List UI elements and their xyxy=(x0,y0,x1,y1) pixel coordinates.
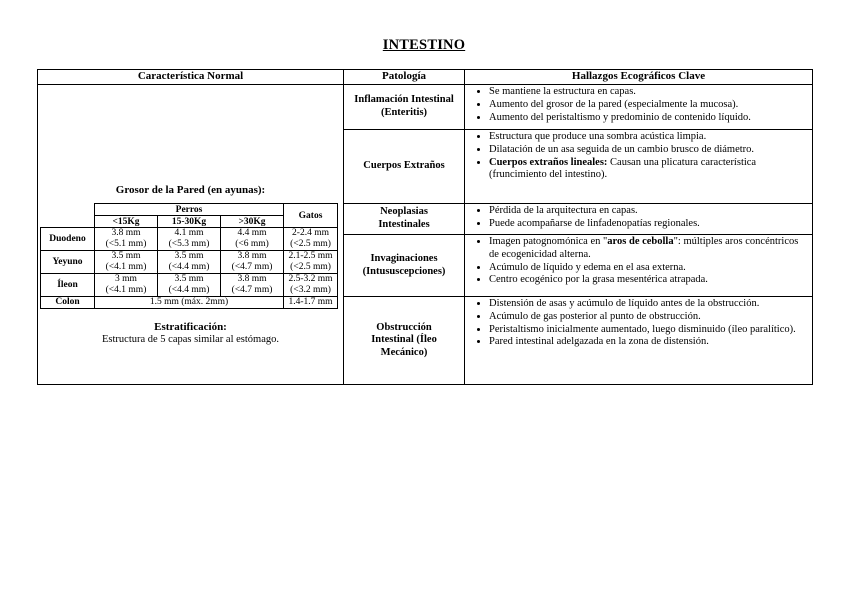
findings-cell xyxy=(465,204,813,235)
thickness-row xyxy=(41,251,338,274)
thickness-row xyxy=(41,274,338,297)
finding-item: • Puede acompañarse de linfadenopatías regionales. xyxy=(489,218,808,231)
findings-cell xyxy=(465,235,813,297)
stratification-text: Estructura de 5 capas similar al estómago. xyxy=(102,334,279,346)
finding-item: • Dilatación de un asa seguida de un cambio brusco de diámetro. xyxy=(489,144,808,157)
corner-cell xyxy=(41,204,95,216)
finding-item: • Estructura que produce una sombra acústica limpia. xyxy=(489,131,808,144)
value-cell: 3.5 mm (<4.4 mm) xyxy=(158,274,221,297)
value-cell: 3.8 mm (<4.7 mm) xyxy=(221,274,284,297)
finding-item: • Se mantiene la estructura en capas. xyxy=(489,86,808,99)
finding-item: • Pérdida de la arquitectura en capas. xyxy=(489,205,808,218)
value-cell: 3.8 mm (<4.7 mm) xyxy=(221,251,284,274)
finding-item: • Centro ecogénico por la grasa mesentérica atrapada. xyxy=(489,274,808,287)
pathology-row xyxy=(38,85,813,130)
intestine-table xyxy=(37,69,813,385)
header-row xyxy=(38,70,813,85)
value-cell: 1.5 mm (máx. 2mm) xyxy=(95,297,284,309)
finding-item: • Aumento del grosor de la pared (especialmente la mucosa). xyxy=(489,99,808,112)
value-cell: 1.4-1.7 mm xyxy=(284,297,338,309)
value-cell: 3.8 mm (<5.1 mm) xyxy=(95,228,158,251)
finding-item: • Distensión de asas y acúmulo de líquido antes de la obstrucción. xyxy=(489,298,808,311)
value-cell: 2.5-3.2 mm (<3.2 mm) xyxy=(284,274,338,297)
dogs-header: Perros xyxy=(95,204,284,216)
stratification xyxy=(38,321,343,347)
wall-thickness-title: Grosor de la Pared (en ayunas): xyxy=(115,184,266,197)
value-cell: 3.5 mm (<4.1 mm) xyxy=(95,251,158,274)
header-pathology: Patología xyxy=(344,70,465,85)
finding-item: • Cuerpos extraños lineales: Causan una plicatura característica (fruncimiento del intestino). xyxy=(489,157,808,183)
normal-features-cell xyxy=(38,85,344,385)
page-title: INTESTINO xyxy=(382,37,466,53)
value-cell: 3.5 mm (<4.4 mm) xyxy=(158,251,221,274)
finding-item: • Acúmulo de líquido y edema en el asa externa. xyxy=(489,262,808,275)
weight-col-header: >30Kg xyxy=(221,216,284,228)
thickness-row xyxy=(41,228,338,251)
header-findings: Hallazgos Ecográficos Clave xyxy=(465,70,813,85)
finding-item: • Aumento del peristaltismo y predominio de contenido líquido. xyxy=(489,112,808,125)
segment-name: Colon xyxy=(41,297,95,309)
weight-col-header: <15Kg xyxy=(95,216,158,228)
findings-cell xyxy=(465,85,813,130)
thickness-row xyxy=(41,297,338,309)
pathology-name: Obstrucción Intestinal (Íleo Mecánico) xyxy=(344,297,465,385)
segment-name: Duodeno xyxy=(41,228,95,251)
pathology-name: Cuerpos Extraños xyxy=(344,130,465,204)
cats-header: Gatos xyxy=(284,204,338,228)
wall-thickness-table xyxy=(40,203,338,308)
value-cell: 2-2.4 mm (<2.5 mm) xyxy=(284,228,338,251)
pathology-name: Inflamación Intestinal (Enteritis) xyxy=(344,85,465,130)
corner-cell xyxy=(41,216,95,228)
finding-item: • Peristaltismo inicialmente aumentado, luego disminuido (íleo paralítico). xyxy=(489,324,808,337)
value-cell: 2.1-2.5 mm (<2.5 mm) xyxy=(284,251,338,274)
pathology-name: Invaginaciones (Intususcepciones) xyxy=(344,235,465,297)
finding-item: • Pared intestinal adelgazada en la zona de distensión. xyxy=(489,336,808,349)
finding-item: • Imagen patognomónica en "aros de cebolla": múltiples aros concéntricos de ecogenicidad alterna. xyxy=(489,236,808,262)
header-normal: Característica Normal xyxy=(38,70,344,85)
finding-item: • Acúmulo de gas posterior al punto de obstrucción. xyxy=(489,311,808,324)
pathology-name: Neoplasias Intestinales xyxy=(344,204,465,235)
findings-cell xyxy=(465,297,813,385)
weight-col-header: 15-30Kg xyxy=(158,216,221,228)
value-cell: 4.4 mm (<6 mm) xyxy=(221,228,284,251)
findings-cell xyxy=(465,130,813,204)
segment-name: Yeyuno xyxy=(41,251,95,274)
value-cell: 3 mm (<4.1 mm) xyxy=(95,274,158,297)
segment-name: Íleon xyxy=(41,274,95,297)
stratification-title: Estratificación: xyxy=(154,320,227,333)
value-cell: 4.1 mm (<5.3 mm) xyxy=(158,228,221,251)
